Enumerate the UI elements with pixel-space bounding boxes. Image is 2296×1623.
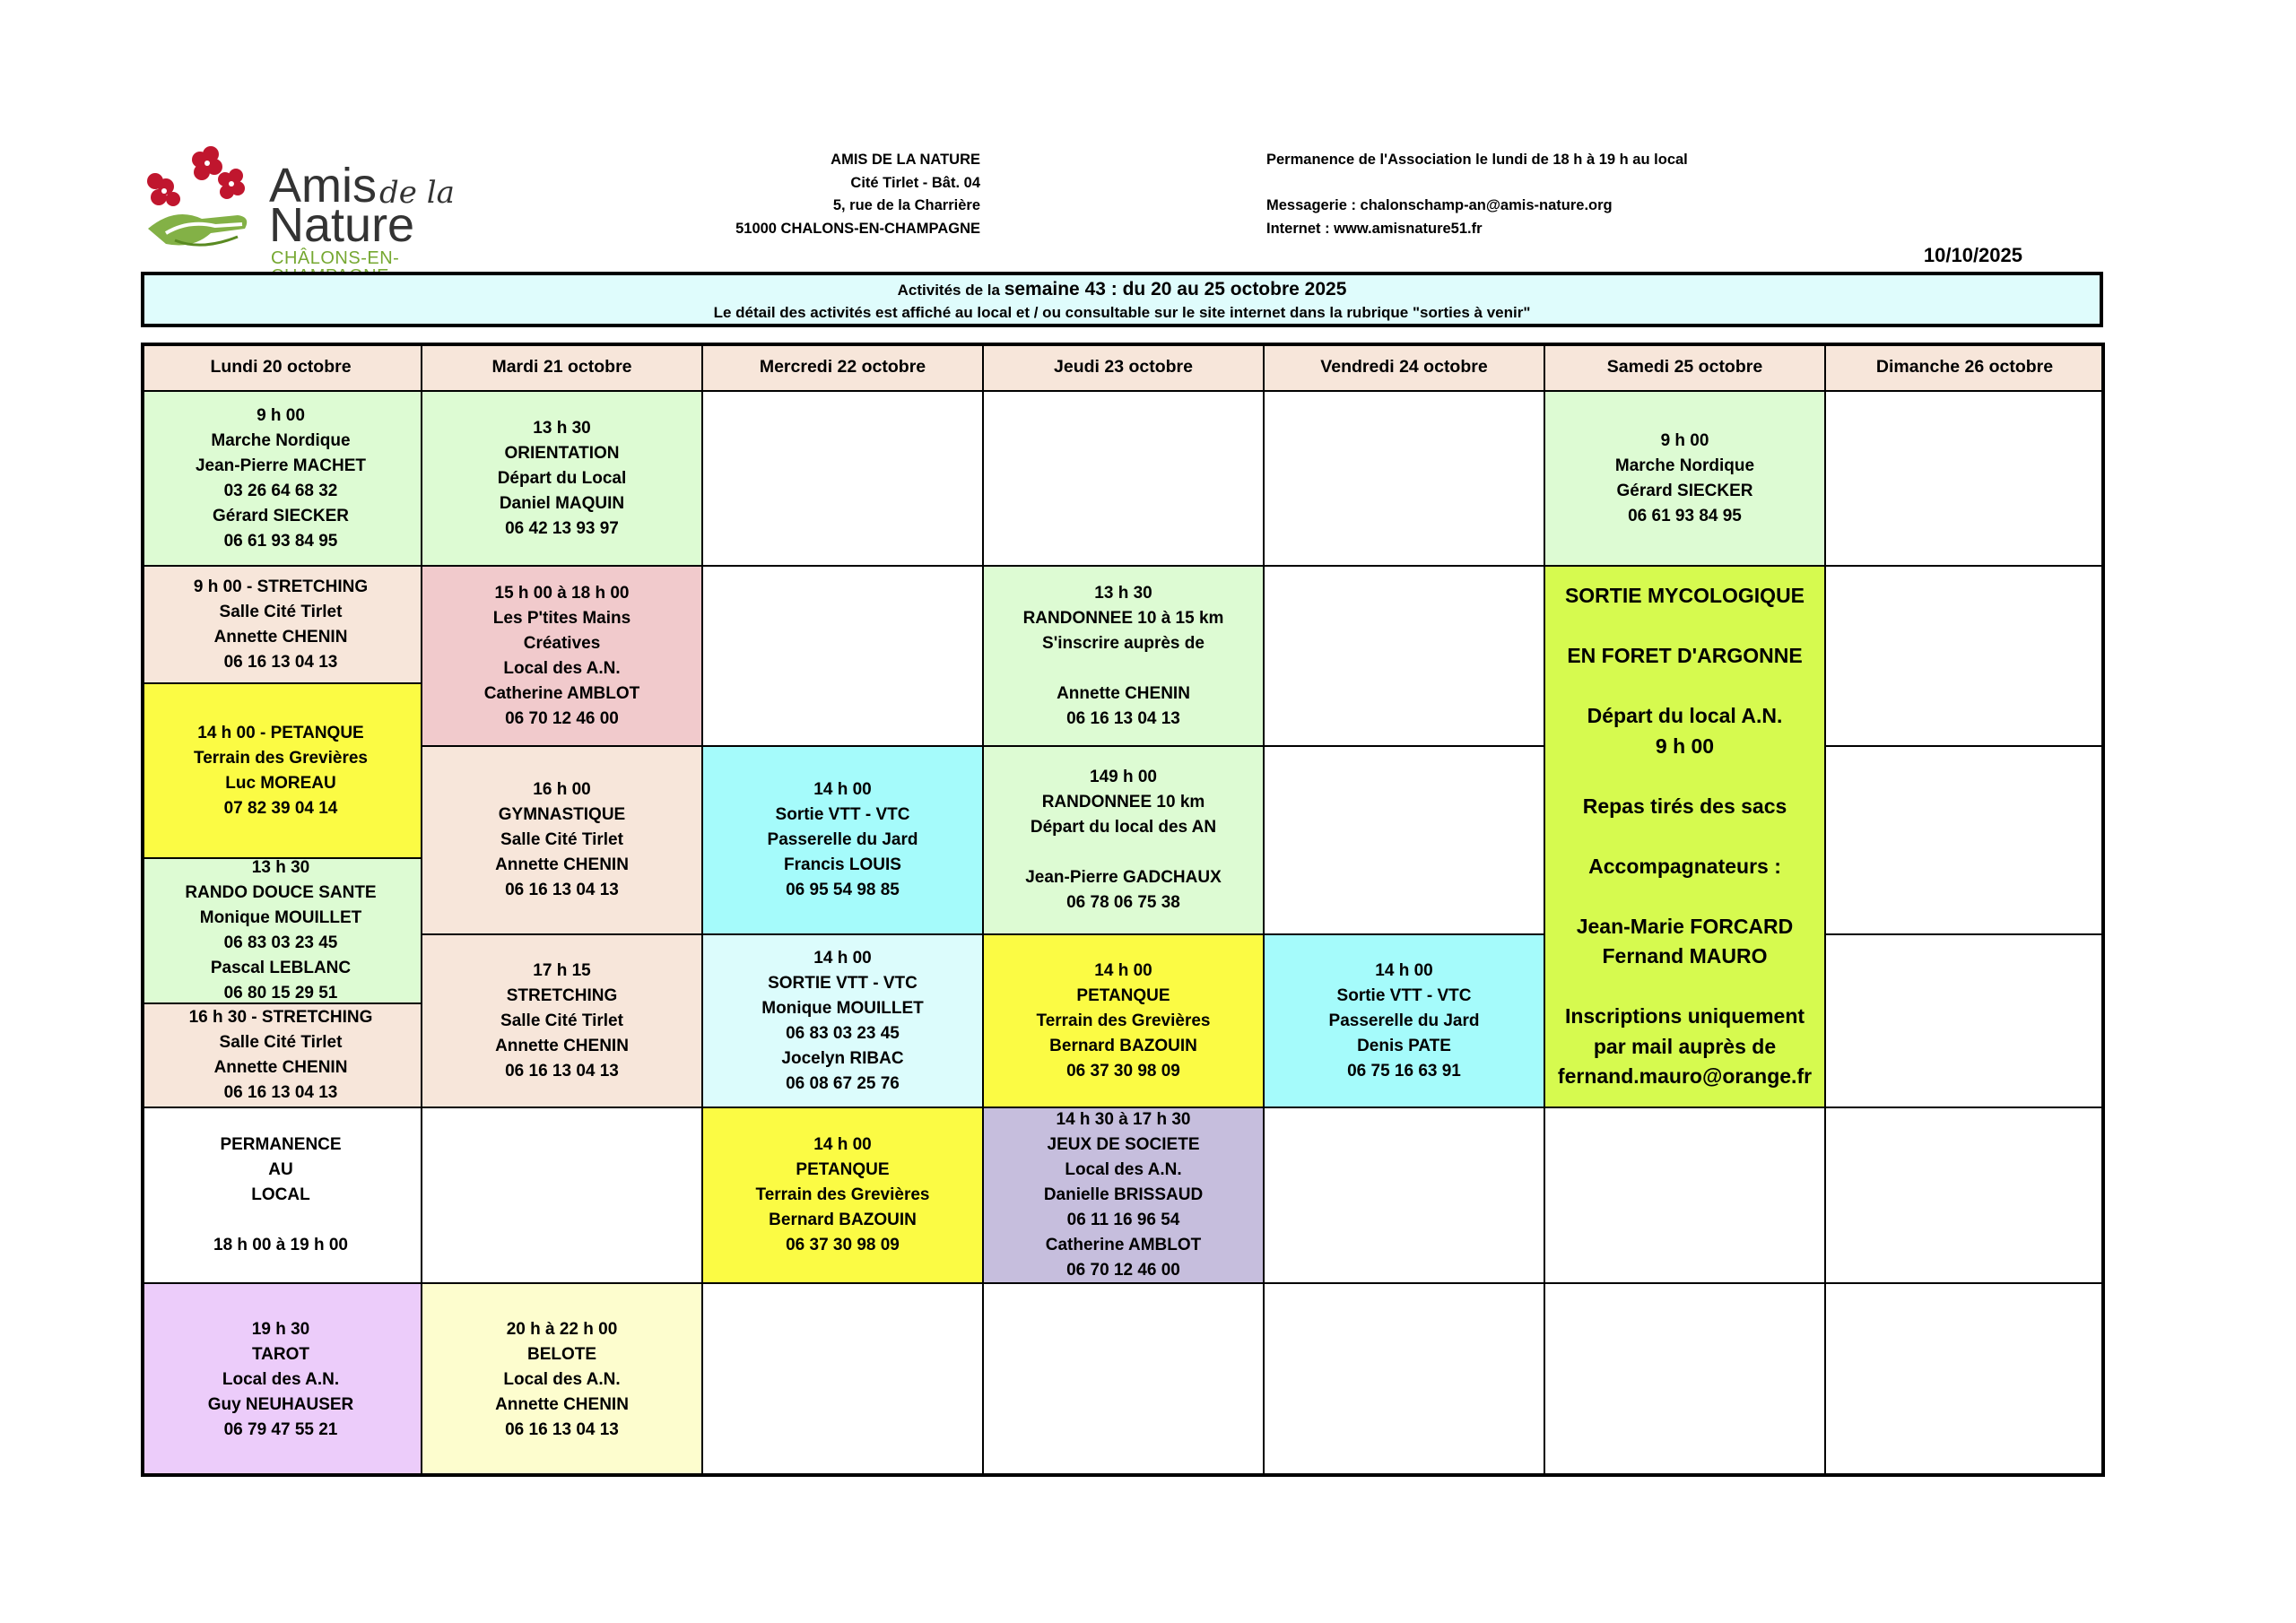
activity-line: Annette CHENIN <box>495 855 629 874</box>
activity-line: Accompagnateurs : <box>1588 854 1781 878</box>
activity-line: Repas tirés des sacs <box>1582 794 1787 818</box>
activity-line: 06 16 13 04 13 <box>223 652 338 672</box>
activity-line: Local des A.N. <box>222 1369 340 1389</box>
activity-line: 06 16 13 04 13 <box>223 1083 338 1102</box>
activity-line: 06 78 06 75 38 <box>1066 893 1180 912</box>
activity-line: 15 h 00 à 18 h 00 <box>494 583 630 603</box>
contact-spacer <box>1266 172 1894 195</box>
activity-cell <box>422 392 703 567</box>
week-detail: Le détail des activités est affiché au local et / ou consultable sur le site internet dans la rubrique "sorties à venir" <box>713 304 1531 321</box>
activity-cell <box>141 567 422 684</box>
address-line: 51000 CHALONS-EN-CHAMPAGNE <box>735 220 980 237</box>
activity-line: 06 75 16 63 91 <box>1347 1061 1461 1081</box>
address-line: 5, rue de la Charrière <box>832 197 980 213</box>
activity-line: Salle Cité Tirlet <box>219 1033 343 1052</box>
activity-line: S'inscrire auprès de <box>1042 633 1205 653</box>
activity-line: Créatives <box>523 633 601 653</box>
activity-line: Catherine AMBLOT <box>483 683 640 703</box>
activity-line: Pascal LEBLANC <box>210 959 352 977</box>
activity-line: Luc MOREAU <box>225 773 336 793</box>
activity-line: SORTIE MYCOLOGIQUE <box>1564 584 1805 608</box>
activity-line: 06 08 67 25 76 <box>786 1073 900 1093</box>
activity-line: Annette CHENIN <box>495 1036 629 1055</box>
activity-line: RANDO DOUCE SANTE <box>185 883 377 902</box>
activity-line: 13 h 30 <box>1094 583 1152 603</box>
activity-line: LOCAL <box>251 1185 310 1204</box>
activity-line: Sortie VTT - VTC <box>775 805 910 824</box>
empty-cell <box>1826 747 2105 935</box>
activity-line: 9 h 00 - STRETCHING <box>193 577 369 596</box>
empty-cell <box>984 392 1265 567</box>
empty-cell <box>1265 747 1545 935</box>
activity-line: 13 h 30 <box>251 859 310 877</box>
activity-line: Daniel MAQUIN <box>499 493 625 513</box>
activity-line: Jean-Pierre MACHET <box>195 456 367 475</box>
empty-cell <box>1265 567 1545 747</box>
activity-cell <box>984 567 1265 747</box>
activity-line: Jean-Marie FORCARD <box>1576 914 1794 938</box>
week-title <box>144 278 2100 302</box>
activity-line: 06 16 13 04 13 <box>505 1419 619 1439</box>
activity-line: Danielle BRISSAUD <box>1043 1185 1204 1204</box>
activity-line: Terrain des Grevières <box>1036 1011 1211 1030</box>
logo-nature-text: Nature <box>269 198 415 252</box>
activity-line: Terrain des Grevières <box>755 1185 930 1204</box>
activity-cell <box>141 684 422 859</box>
activity-line: Salle Cité Tirlet <box>219 602 343 621</box>
activity-line: PETANQUE <box>796 1160 890 1179</box>
activity-line: Francis LOUIS <box>784 855 901 874</box>
activity-cell <box>141 392 422 567</box>
activity-line: PETANQUE <box>1076 985 1170 1005</box>
activity-line: Local des A.N. <box>1065 1160 1182 1179</box>
activity-cell <box>984 747 1265 935</box>
day-header: Dimanche 26 octobre <box>1826 343 2105 392</box>
activity-line: Salle Cité Tirlet <box>500 1011 623 1030</box>
day-header: Mercredi 22 octobre <box>703 343 984 392</box>
activity-line: 06 70 12 46 00 <box>1066 1261 1180 1280</box>
activity-line: EN FORET D'ARGONNE <box>1567 644 1803 668</box>
activity-line: Départ du Local <box>497 468 627 488</box>
activity-line: 06 16 13 04 13 <box>1066 708 1180 728</box>
activity-line: par mail auprès de <box>1593 1034 1777 1058</box>
day-header: Lundi 20 octobre <box>141 343 422 392</box>
activity-line: 14 h 00 - PETANQUE <box>197 723 364 742</box>
document-date: 10/10/2025 <box>1923 244 2022 266</box>
activity-line: 9 h 00 <box>257 405 305 425</box>
activity-line: Passerelle du Jard <box>767 830 918 849</box>
activity-line: Annette CHENIN <box>213 1058 348 1077</box>
activity-line: 149 h 00 <box>1090 768 1157 786</box>
activity-line: 07 82 39 04 14 <box>223 798 338 818</box>
activity-cell <box>422 567 703 747</box>
activity-line: 06 42 13 93 97 <box>505 518 619 538</box>
activity-line: SORTIE VTT - VTC <box>768 973 918 993</box>
activity-line: STRETCHING <box>506 985 618 1005</box>
activity-line: Départ du local A.N. <box>1587 704 1783 728</box>
activity-line: 16 h 30 - STRETCHING <box>188 1008 373 1027</box>
day-header: Vendredi 24 octobre <box>1265 343 1545 392</box>
activity-cell <box>703 935 984 1108</box>
activity-line: Gérard SIECKER <box>1616 481 1753 500</box>
activity-line: 06 11 16 96 54 <box>1066 1211 1180 1229</box>
activity-line: TAROT <box>251 1344 310 1364</box>
activity-line: Local des A.N. <box>503 1369 621 1389</box>
week-banner <box>141 272 2103 327</box>
weekly-schedule-table <box>141 343 2105 1477</box>
empty-cell <box>1265 1284 1545 1477</box>
activity-line: 06 16 13 04 13 <box>505 1061 619 1081</box>
empty-cell <box>703 567 984 747</box>
activity-line: 06 61 93 84 95 <box>223 531 338 551</box>
activity-line: Les P'tites Mains <box>492 608 631 628</box>
activity-cell <box>703 747 984 935</box>
association-address <box>628 149 980 240</box>
logo-city-text: CHÂLONS-EN- <box>271 248 400 268</box>
activity-line: Marche Nordique <box>211 430 351 450</box>
day-header: Samedi 25 octobre <box>1545 343 1826 392</box>
activity-line: AU <box>268 1160 293 1179</box>
empty-cell <box>984 1284 1265 1477</box>
activity-line: 06 16 13 04 13 <box>505 881 619 899</box>
activity-line: Annette CHENIN <box>1057 683 1190 703</box>
activity-line: BELOTE <box>526 1344 597 1364</box>
activity-line: Annette CHENIN <box>213 627 348 647</box>
empty-cell <box>1826 392 2105 567</box>
activity-line: 06 70 12 46 00 <box>505 708 619 728</box>
activity-line: 20 h à 22 h 00 <box>506 1319 618 1339</box>
activity-line: 06 61 93 84 95 <box>1628 506 1742 525</box>
activity-line: Terrain des Grevières <box>194 748 368 768</box>
activity-line: 03 26 64 68 32 <box>223 481 338 500</box>
association-contact <box>1266 149 1894 240</box>
website-info: Internet : www.amisnature51.fr <box>1266 220 1483 237</box>
empty-cell <box>1265 392 1545 567</box>
activity-line: fernand.mauro@orange.fr <box>1557 1064 1813 1089</box>
activity-cell <box>703 1108 984 1284</box>
activity-cell <box>141 1108 422 1284</box>
activity-line: RANDONNEE 10 à 15 km <box>1022 608 1224 628</box>
activity-line: Marche Nordique <box>1614 456 1755 475</box>
activity-line: JEUX DE SOCIETE <box>1047 1135 1200 1154</box>
activity-line: Annette CHENIN <box>495 1394 629 1414</box>
activity-line: Sortie VTT - VTC <box>1336 985 1472 1005</box>
activity-cell <box>984 935 1265 1108</box>
activity-line: 18 h 00 à 19 h 00 <box>213 1236 348 1254</box>
activity-cell <box>141 859 422 1004</box>
activity-line: PERMANENCE <box>220 1135 342 1154</box>
activity-line: RANDONNEE 10 km <box>1041 793 1205 812</box>
permanence-info: Permanence de l'Association le lundi de 18 h à 19 h au local <box>1266 152 1688 168</box>
activity-line: 06 80 15 29 51 <box>223 984 338 1002</box>
activity-line: 06 37 30 98 09 <box>786 1236 900 1254</box>
empty-cell <box>1826 1108 2105 1284</box>
activity-cell <box>141 1284 422 1477</box>
activity-line: Jean-Pierre GADCHAUX <box>1025 868 1222 887</box>
activity-line: Inscriptions uniquement <box>1564 1004 1805 1028</box>
activity-line: 14 h 00 <box>1094 960 1152 980</box>
empty-cell <box>1545 1108 1826 1284</box>
empty-cell <box>1265 1108 1545 1284</box>
day-header: Jeudi 23 octobre <box>984 343 1265 392</box>
activity-line: 19 h 30 <box>251 1319 310 1339</box>
activity-line: Bernard BAZOUIN <box>1049 1036 1197 1055</box>
activity-line: 06 83 03 23 45 <box>223 933 338 952</box>
empty-cell <box>1545 1284 1826 1477</box>
association-logo <box>139 143 516 269</box>
activity-line: Monique MOUILLET <box>761 998 924 1018</box>
empty-cell <box>703 1284 984 1477</box>
empty-cell <box>1826 935 2105 1108</box>
activity-cell <box>141 1004 422 1108</box>
activity-line: Gérard SIECKER <box>212 506 350 525</box>
logo-amis-text: Amis <box>269 159 377 213</box>
activity-line: 06 95 54 98 85 <box>786 881 900 899</box>
activity-line: 9 h 00 <box>1660 430 1709 450</box>
activity-line: 14 h 00 <box>1375 960 1433 980</box>
activity-line: Monique MOUILLET <box>199 908 362 927</box>
flower-hands-logo-icon <box>139 143 274 265</box>
activity-cell <box>1265 935 1545 1108</box>
empty-cell <box>1826 567 2105 747</box>
activity-cell <box>1545 392 1826 567</box>
day-header: Mardi 21 octobre <box>422 343 703 392</box>
activity-cell <box>422 1284 703 1477</box>
activity-line: ORIENTATION <box>504 443 620 463</box>
activity-cell <box>422 935 703 1108</box>
activity-line: 9 h 00 <box>1655 733 1715 758</box>
logo-de-la-text: de la <box>379 175 455 211</box>
week-title-prefix: Activités de la <box>897 282 1004 299</box>
empty-cell <box>422 1108 703 1284</box>
activity-line: 13 h 30 <box>533 418 591 438</box>
activity-cell <box>422 747 703 935</box>
activity-line: Passerelle du Jard <box>1328 1011 1480 1030</box>
activity-line: 14 h 00 <box>813 1135 872 1154</box>
activity-line: Salle Cité Tirlet <box>500 830 623 849</box>
week-title-range: semaine 43 : du 20 au 25 octobre 2025 <box>1004 279 1347 299</box>
activity-line: 14 h 30 à 17 h 30 <box>1056 1110 1191 1129</box>
email-info: Messagerie : chalonschamp-an@amis-nature.org <box>1266 197 1613 213</box>
address-line: AMIS DE LA NATURE <box>831 152 980 168</box>
activity-line: Jocelyn RIBAC <box>781 1048 904 1068</box>
empty-cell <box>1826 1284 2105 1477</box>
activity-line: 06 37 30 98 09 <box>1066 1061 1180 1081</box>
empty-cell <box>703 392 984 567</box>
activity-line: Guy NEUHAUSER <box>207 1394 354 1414</box>
activity-line: GYMNASTIQUE <box>498 805 626 824</box>
activity-line: Fernand MAURO <box>1602 944 1768 968</box>
activity-line: 06 79 47 55 21 <box>223 1419 338 1439</box>
activity-line: 17 h 15 <box>533 960 591 980</box>
activity-line: Local des A.N. <box>503 658 621 678</box>
activity-line: 06 83 03 23 45 <box>786 1023 900 1043</box>
address-line: Cité Tirlet - Bât. 04 <box>850 174 980 191</box>
activity-line: Catherine AMBLOT <box>1045 1236 1202 1254</box>
activity-line: Départ du local des AN <box>1030 818 1217 837</box>
activity-line: Denis PATE <box>1357 1036 1451 1055</box>
activity-line: Bernard BAZOUIN <box>769 1211 917 1229</box>
activity-line: 14 h 00 <box>813 948 872 968</box>
activity-cell <box>984 1108 1265 1284</box>
activity-line: 16 h 00 <box>533 780 591 799</box>
activity-cell <box>1545 567 1826 1108</box>
activity-line: 14 h 00 <box>813 780 872 799</box>
